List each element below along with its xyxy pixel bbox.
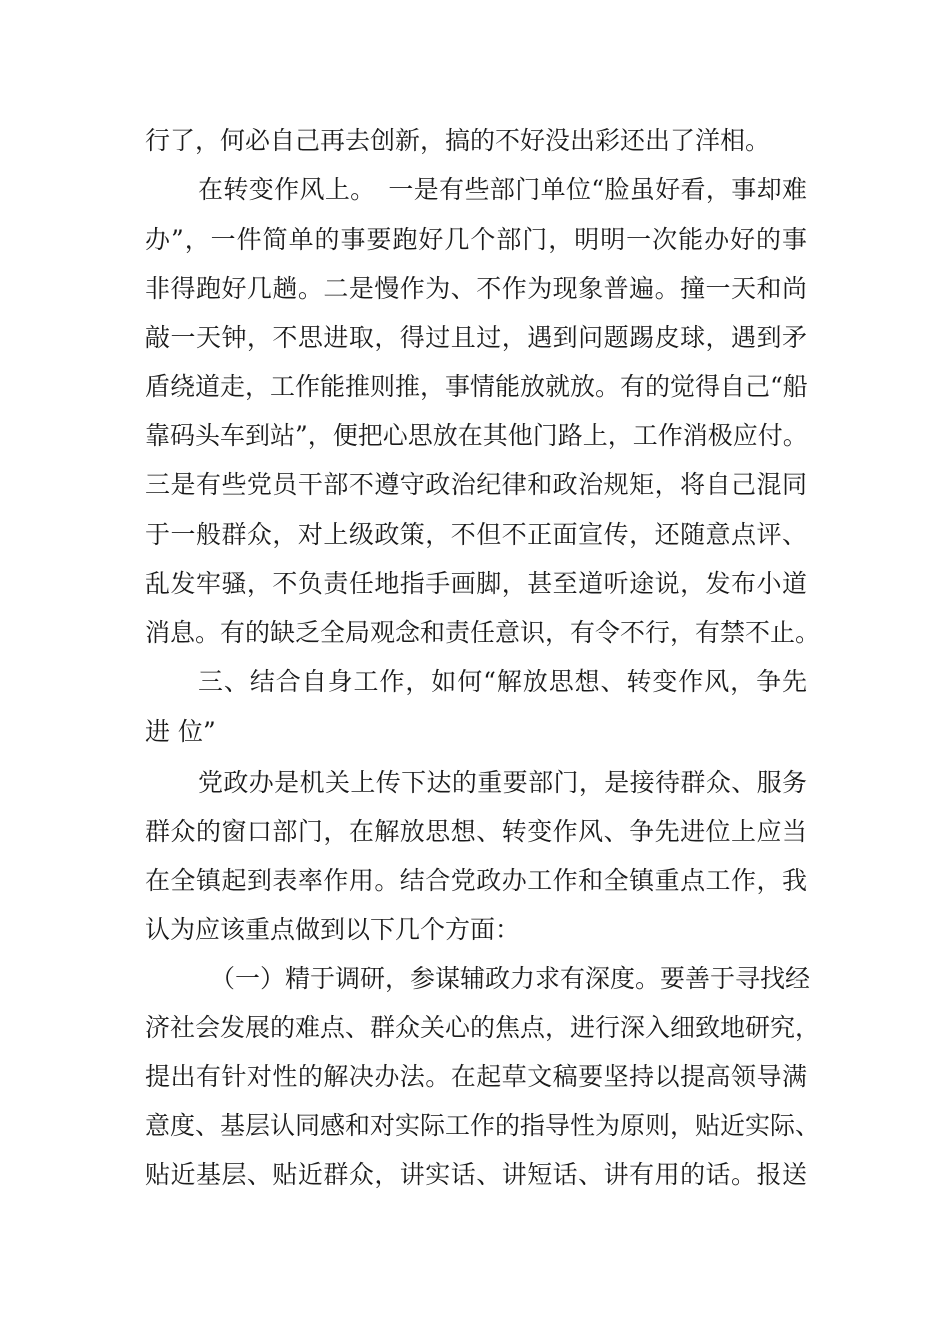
text-line: 办”，一件简单的事要跑好几个部门，明明一次能办好的事 bbox=[145, 225, 807, 254]
text-line: 意度、基层认同感和对实际工作的指导性为原则，贴近实际、 bbox=[145, 1111, 821, 1140]
text-line: 贴近基层、贴近群众，讲实话、讲短话、讲有用的话。报送 bbox=[145, 1160, 807, 1189]
text-line: 消息。有的缺乏全局观念和责任意识，有令不行，有禁不止。 bbox=[145, 618, 821, 647]
text-line: 敲一天钟，不思进取，得过且过，遇到问题踢皮球，遇到矛 bbox=[145, 323, 807, 352]
text-line: 盾绕道走，工作能推则推，事情能放就放。有的觉得自己“船 bbox=[145, 372, 808, 401]
text-line: 在全镇起到表率作用。结合党政办工作和全镇重点工作，我 bbox=[145, 866, 807, 895]
text-line: 非得跑好几趟。二是慢作为、不作为现象普遍。撞一天和尚 bbox=[145, 274, 807, 303]
text-line: 靠码头车到站”，便把心思放在其他门路上，工作消极应付。 bbox=[145, 421, 808, 450]
section-heading-line: 三、结合自身工作，如何“解放思想、转变作风，争先 bbox=[198, 667, 807, 696]
section-heading-line: 进 位” bbox=[145, 717, 216, 746]
subsection-first-line: （一）精于调研，参谋辅政力求有深度。要善于寻找经 bbox=[210, 964, 811, 993]
text-line: 认为应该重点做到以下几个方面： bbox=[145, 915, 521, 944]
paragraph-first-line: 在转变作风上。 一是有些部门单位“脸虽好看，事却难 bbox=[198, 175, 807, 204]
text-line: 三是有些党员干部不遵守政治纪律和政治规矩，将自己混同 bbox=[145, 470, 807, 499]
text-line: 济社会发展的难点、群众关心的焦点，进行深入细致地研究， bbox=[145, 1013, 821, 1042]
paragraph-first-line: 党政办是机关上传下达的重要部门，是接待群众、服务 bbox=[198, 768, 807, 797]
text-line: 提出有针对性的解决办法。在起草文稿要坚持以提高领导满 bbox=[145, 1062, 807, 1091]
text-line: 群众的窗口部门，在解放思想、转变作风、争先进位上应当 bbox=[145, 817, 807, 846]
text-line: 乱发牢骚，不负责任地指手画脚，甚至道听途说，发布小道 bbox=[145, 569, 807, 598]
text-line: 行了，何必自己再去创新，搞的不好没出彩还出了洋相。 bbox=[145, 126, 771, 155]
text-line: 于一般群众，对上级政策，不但不正面宣传，还随意点评、 bbox=[145, 520, 807, 549]
